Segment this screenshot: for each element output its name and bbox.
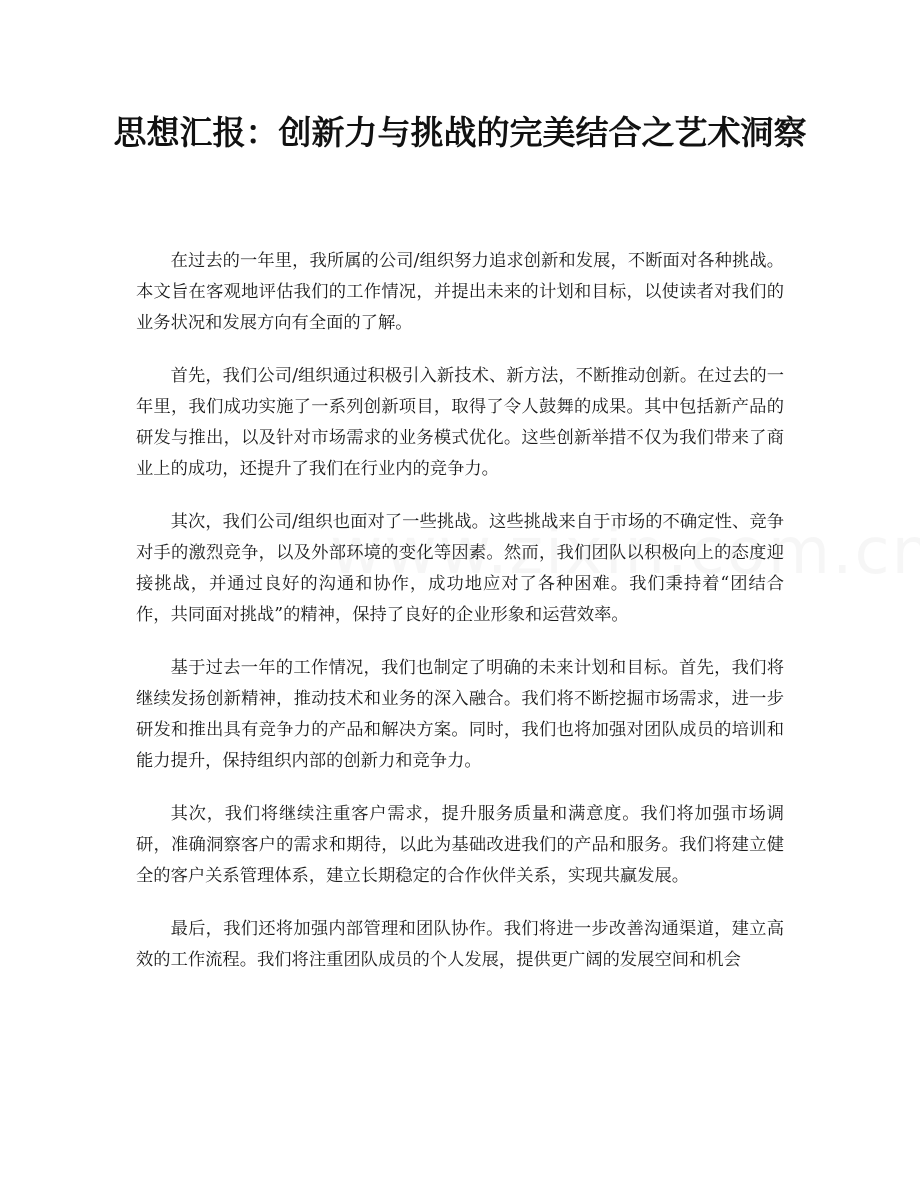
paragraph-1: 在过去的一年里，我所属的公司/组织努力追求创新和发展，不断面对各种挑战。本文旨在客观地评估我们的工作情况，并提出未来的计划和目标，以使读者对我们的业务状况和发展方向有全面的了解。 [136, 251, 784, 333]
paragraph-4: 基于过去一年的工作情况，我们也制定了明确的未来计划和目标。首先，我们将继续发扬创新精神，推动技术和业务的深入融合。我们将不断挖掘市场需求，进一步研发和推出具有竞争力的产品和解决方案。同时，我们也将加强对团队成员的培训和能力提升，保持组织内部的创新力和竞争力。 [136, 658, 784, 771]
paragraph-6: 最后，我们还将加强内部管理和团队协作。我们将进一步改善沟通渠道，建立高效的工作流程。我们将注重团队成员的个人发展，提供更广阔的发展空间和机会 [136, 919, 784, 970]
paragraph-3: 其次，我们公司/组织也面对了一些挑战。这些挑战来自于市场的不确定性、竞争对手的激烈竞争，以及外部环境的变化等因素。然而，我们团队以积极向上的态度迎接挑战，并通过良好的沟通和协作，成功地应对了各种困难。我们秉持着“团结合作，共同面对挑战”的精神，保持了良好的企业形象和运营效率。 [136, 512, 784, 625]
paragraph-2: 首先，我们公司/组织通过积极引入新技术、新方法，不断推动创新。在过去的一年里，我们成功实施了一系列创新项目，取得了令人鼓舞的成果。其中包括新产品的研发与推出，以及针对市场需求的业务模式优化。这些创新举措不仅为我们带来了商业上的成功，还提升了我们在行业内的竞争力。 [136, 366, 784, 479]
document-title: 思想汇报：创新力与挑战的完美结合之艺术洞察 [113, 113, 807, 152]
paragraph-5: 其次，我们将继续注重客户需求，提升服务质量和满意度。我们将加强市场调研，准确洞察客户的需求和期待，以此为基础改进我们的产品和服务。我们将建立健全的客户关系管理体系，建立长期稳定的合作伙伴关系，实现共赢发展。 [136, 804, 784, 886]
document-body [136, 246, 784, 998]
